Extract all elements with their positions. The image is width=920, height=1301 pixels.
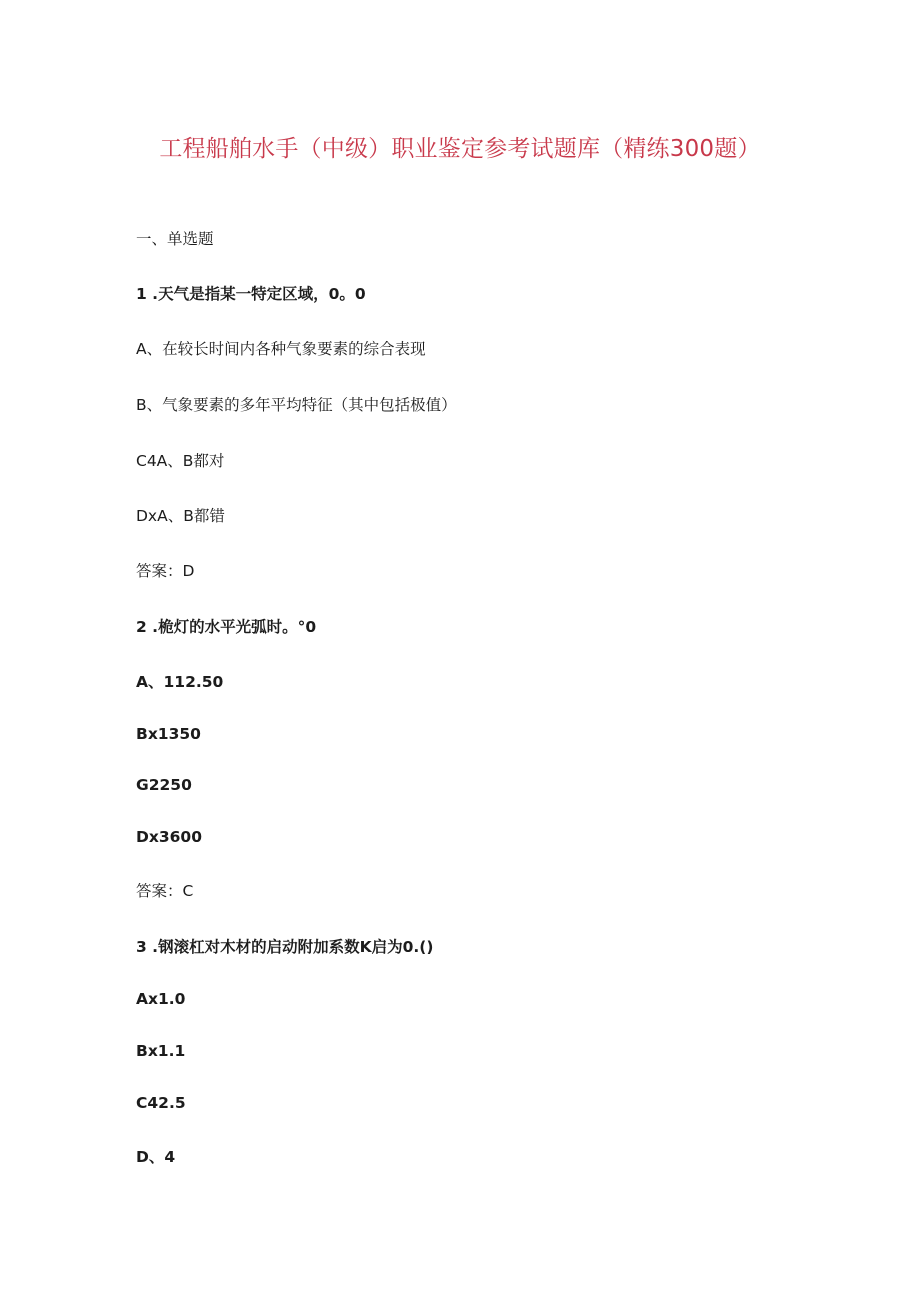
question-3-option-b: Bx1.1	[136, 1042, 186, 1060]
question-3-option-d: D、4	[136, 1148, 176, 1166]
question-3-option-a: Ax1.0	[136, 990, 186, 1008]
question-1-option-a: A、在较长时间内各种气象要素的综合表现	[136, 340, 426, 358]
question-1-option-b: B、气象要素的多年平均特征（其中包括极值）	[136, 396, 457, 414]
document-title: 工程船舶水手（中级）职业鉴定参考试题库（精练300题）	[159, 136, 761, 162]
question-2-option-b: Bx1350	[136, 725, 201, 743]
question-1-option-d: DxA、B都错	[136, 507, 225, 525]
question-3-option-c: C42.5	[136, 1094, 186, 1112]
question-2-option-a: A、112.50	[136, 673, 224, 691]
section-heading: 一、单选题	[136, 230, 214, 248]
question-1-stem: 1 .天气是指某一特定区域，0。0	[136, 285, 366, 303]
question-1-option-c: C4A、B都对	[136, 452, 225, 470]
question-2-option-c: G2250	[136, 776, 192, 794]
question-2-option-d: Dx3600	[136, 828, 203, 846]
question-3-stem: 3 .钢滚杠对木材的启动附加系数K启为0.()	[136, 938, 434, 956]
question-2-answer: 答案：C	[136, 882, 194, 900]
question-1-answer: 答案：D	[136, 562, 195, 580]
question-2-stem: 2 .桅灯的水平光弧时。°0	[136, 618, 317, 636]
